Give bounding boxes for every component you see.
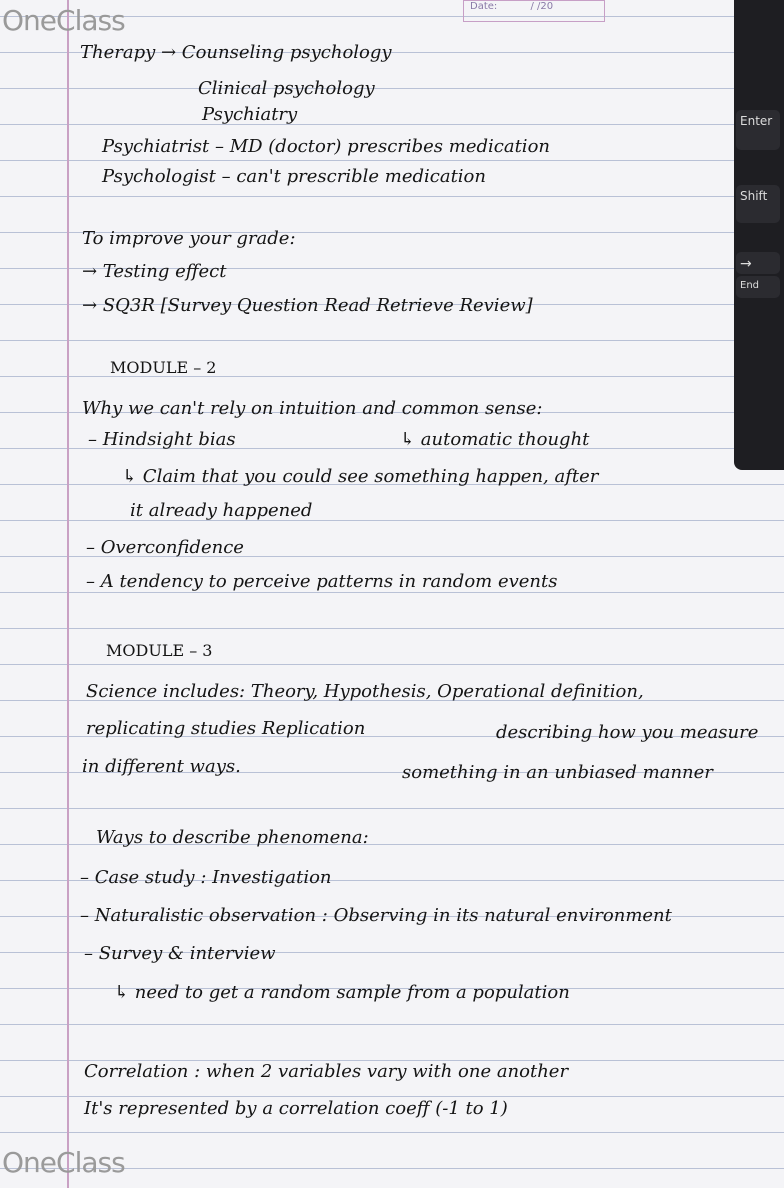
note-line: – Overconfidence [86, 537, 244, 558]
oneclass-watermark-top: OneClass [2, 4, 125, 37]
note-line: → SQ3R [Survey Question Read Retrieve Review] [82, 295, 533, 316]
note-line: Why we can't rely on intuition and common sense: [82, 398, 543, 419]
note-line: To improve your grade: [82, 228, 296, 249]
note-line: Psychiatrist – MD (doctor) prescribes medication [102, 136, 550, 157]
note-line: Psychologist – can't prescrible medication [102, 166, 486, 187]
note-line: ↳ need to get a random sample from a population [114, 982, 570, 1003]
note-line: ↳ Claim that you could see something happen, after [122, 466, 599, 487]
note-line: in different ways. [82, 756, 241, 777]
note-line: describing how you measure [496, 722, 759, 743]
note-line: – Hindsight bias [88, 429, 236, 450]
note-line: Clinical psychology [198, 78, 375, 99]
date-box [463, 0, 605, 22]
arrow-right-key: → [736, 252, 780, 274]
note-line: – Case study : Investigation [80, 867, 332, 888]
note-line: – A tendency to perceive patterns in random events [86, 571, 558, 592]
note-line: Science includes: Theory, Hypothesis, Operational definition, [86, 681, 644, 702]
note-line: ↳ automatic thought [400, 429, 590, 450]
date-value: / /20 [530, 1, 554, 12]
enter-key: Enter [736, 110, 780, 150]
laptop-keyboard-edge [734, 0, 784, 470]
note-line: Ways to describe phenomena: [96, 827, 369, 848]
date-label: Date: [470, 1, 498, 12]
note-line: it already happened [130, 500, 313, 521]
note-line: Psychiatry [202, 104, 298, 125]
shift-key: Shift [736, 185, 780, 223]
margin-line [67, 0, 69, 1188]
module-2-heading: MODULE – 2 [110, 358, 217, 377]
note-line: → Testing effect [82, 261, 227, 282]
note-line: – Naturalistic observation : Observing in its natural environment [80, 905, 672, 926]
end-key: End [736, 276, 780, 298]
note-line: It's represented by a correlation coeff (-1 to 1) [84, 1098, 508, 1119]
note-line: replicating studies Replication [86, 718, 366, 739]
oneclass-watermark-bottom: OneClass [2, 1146, 125, 1179]
module-3-heading: MODULE – 3 [106, 641, 213, 660]
note-line: Correlation : when 2 variables vary with one another [84, 1061, 569, 1082]
note-line: something in an unbiased manner [402, 762, 713, 783]
note-line: Therapy → Counseling psychology [80, 42, 392, 63]
note-line: – Survey & interview [84, 943, 276, 964]
